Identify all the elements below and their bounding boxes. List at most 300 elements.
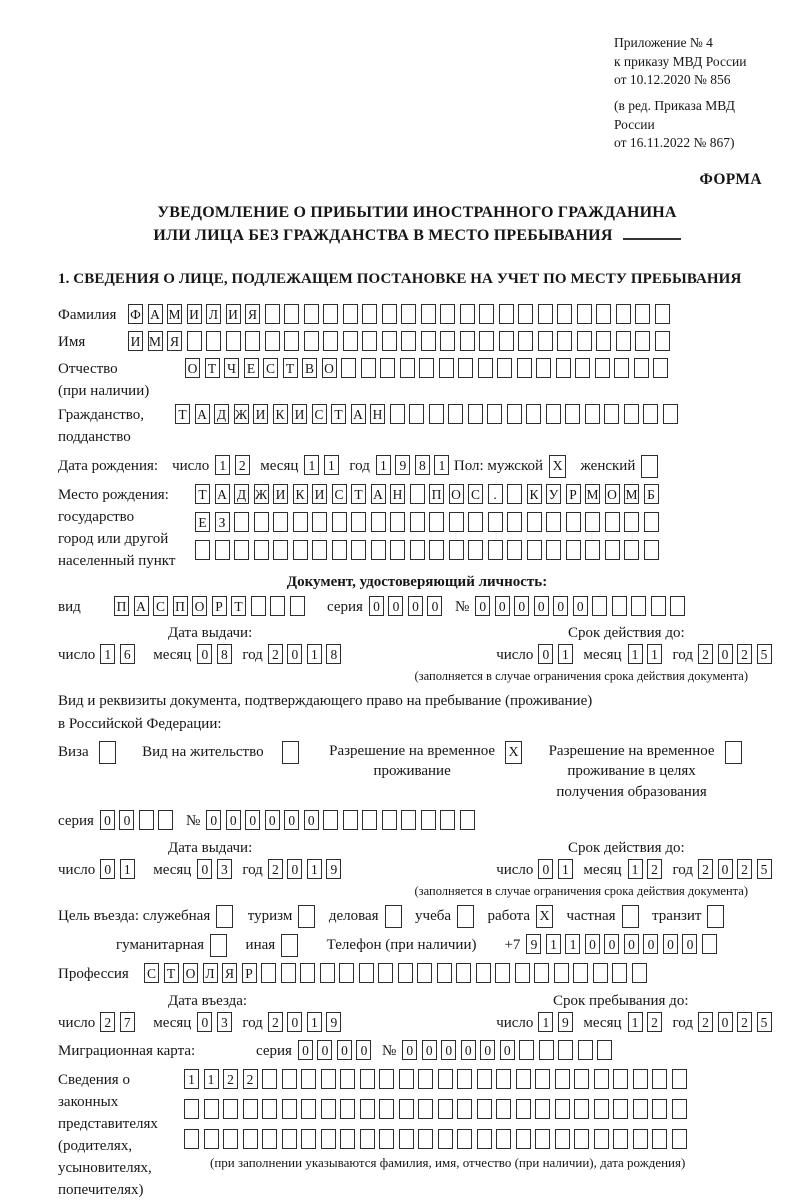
char-box[interactable]: Я	[245, 304, 260, 324]
char-box[interactable]: 5	[757, 859, 772, 879]
char-box[interactable]: 2	[268, 859, 283, 879]
char-box[interactable]	[273, 512, 288, 532]
char-box[interactable]	[460, 331, 475, 351]
char-box[interactable]: 5	[757, 644, 772, 664]
char-box[interactable]: В	[302, 358, 317, 378]
char-box[interactable]	[282, 1099, 297, 1119]
char-box[interactable]	[477, 1069, 492, 1089]
char-box[interactable]: Е	[244, 358, 259, 378]
char-box[interactable]	[341, 358, 356, 378]
char-box[interactable]	[418, 1099, 433, 1119]
char-box[interactable]: 0	[441, 1040, 456, 1060]
char-box[interactable]: Т	[283, 358, 298, 378]
char-box[interactable]: 0	[514, 596, 529, 616]
char-box[interactable]: 1	[434, 455, 449, 475]
checkbox[interactable]: X	[536, 905, 553, 928]
char-box[interactable]	[595, 358, 610, 378]
char-box[interactable]	[304, 331, 319, 351]
char-box[interactable]	[262, 1069, 277, 1089]
char-box[interactable]: И	[292, 404, 307, 424]
char-box[interactable]	[437, 963, 452, 983]
char-box[interactable]: 1	[558, 859, 573, 879]
char-box[interactable]: 0	[317, 1040, 332, 1060]
char-box[interactable]	[284, 304, 299, 324]
char-box[interactable]: М	[624, 484, 639, 504]
char-box[interactable]	[187, 331, 202, 351]
char-box[interactable]	[644, 512, 659, 532]
char-box[interactable]: Р	[212, 596, 227, 616]
char-box[interactable]	[468, 512, 483, 532]
char-box[interactable]: Е	[195, 512, 210, 532]
char-box[interactable]: 0	[402, 1040, 417, 1060]
char-box[interactable]	[594, 1129, 609, 1149]
char-box[interactable]: 0	[573, 596, 588, 616]
char-box[interactable]: Л	[206, 304, 221, 324]
char-box[interactable]	[596, 331, 611, 351]
char-box[interactable]	[265, 331, 280, 351]
char-box[interactable]	[616, 304, 631, 324]
char-box[interactable]: 2	[235, 455, 250, 475]
char-box[interactable]	[421, 810, 436, 830]
char-box[interactable]: 0	[226, 810, 241, 830]
char-box[interactable]	[399, 1069, 414, 1089]
char-box[interactable]: 0	[643, 934, 658, 954]
char-box[interactable]	[340, 1129, 355, 1149]
checkbox[interactable]	[457, 905, 474, 928]
char-box[interactable]	[535, 1099, 550, 1119]
char-box[interactable]	[634, 358, 649, 378]
char-box[interactable]: 0	[265, 810, 280, 830]
char-box[interactable]	[323, 304, 338, 324]
char-box[interactable]	[555, 1069, 570, 1089]
char-box[interactable]	[448, 404, 463, 424]
char-box[interactable]	[418, 1069, 433, 1089]
char-box[interactable]	[613, 1069, 628, 1089]
char-box[interactable]	[340, 1069, 355, 1089]
char-box[interactable]	[518, 331, 533, 351]
char-box[interactable]	[215, 540, 230, 560]
char-box[interactable]	[546, 512, 561, 532]
char-box[interactable]	[566, 540, 581, 560]
char-box[interactable]	[361, 358, 376, 378]
char-box[interactable]: Ф	[128, 304, 143, 324]
char-box[interactable]	[399, 1099, 414, 1119]
char-box[interactable]	[234, 540, 249, 560]
char-box[interactable]	[417, 963, 432, 983]
char-box[interactable]	[585, 512, 600, 532]
char-box[interactable]: Т	[231, 596, 246, 616]
char-box[interactable]: Р	[242, 963, 257, 983]
char-box[interactable]: М	[167, 304, 182, 324]
char-box[interactable]: 2	[647, 859, 662, 879]
char-box[interactable]	[585, 540, 600, 560]
char-box[interactable]	[312, 540, 327, 560]
char-box[interactable]	[535, 1129, 550, 1149]
char-box[interactable]	[321, 1129, 336, 1149]
char-box[interactable]	[457, 1069, 472, 1089]
char-box[interactable]: 0	[427, 596, 442, 616]
char-box[interactable]	[516, 1069, 531, 1089]
char-box[interactable]	[633, 1069, 648, 1089]
char-box[interactable]: 1	[100, 644, 115, 664]
char-box[interactable]	[351, 540, 366, 560]
char-box[interactable]	[479, 304, 494, 324]
char-box[interactable]: А	[351, 404, 366, 424]
char-box[interactable]	[254, 540, 269, 560]
char-box[interactable]: 0	[197, 859, 212, 879]
char-box[interactable]: 0	[534, 596, 549, 616]
char-box[interactable]	[382, 331, 397, 351]
char-box[interactable]	[565, 404, 580, 424]
char-box[interactable]: 0	[585, 934, 600, 954]
char-box[interactable]: 1	[538, 1012, 553, 1032]
char-box[interactable]	[624, 512, 639, 532]
checkbox[interactable]: X	[505, 741, 522, 764]
char-box[interactable]: 0	[475, 596, 490, 616]
char-box[interactable]: 0	[100, 810, 115, 830]
char-box[interactable]	[577, 304, 592, 324]
char-box[interactable]	[653, 358, 668, 378]
char-box[interactable]	[672, 1069, 687, 1089]
char-box[interactable]	[351, 512, 366, 532]
char-box[interactable]	[604, 404, 619, 424]
char-box[interactable]	[360, 1129, 375, 1149]
char-box[interactable]	[321, 1099, 336, 1119]
char-box[interactable]	[507, 512, 522, 532]
checkbox[interactable]	[641, 455, 658, 478]
char-box[interactable]: 7	[120, 1012, 135, 1032]
char-box[interactable]	[265, 304, 280, 324]
char-box[interactable]: А	[148, 304, 163, 324]
char-box[interactable]: 0	[337, 1040, 352, 1060]
char-box[interactable]	[497, 358, 512, 378]
char-box[interactable]	[643, 404, 658, 424]
char-box[interactable]	[672, 1129, 687, 1149]
char-box[interactable]: 2	[698, 1012, 713, 1032]
char-box[interactable]	[301, 1129, 316, 1149]
char-box[interactable]: 0	[369, 596, 384, 616]
char-box[interactable]: Т	[195, 484, 210, 504]
char-box[interactable]	[243, 1099, 258, 1119]
char-box[interactable]	[139, 810, 154, 830]
char-box[interactable]	[184, 1099, 199, 1119]
char-box[interactable]	[379, 1129, 394, 1149]
char-box[interactable]: А	[371, 484, 386, 504]
char-box[interactable]: 0	[388, 596, 403, 616]
char-box[interactable]	[612, 963, 627, 983]
char-box[interactable]: 0	[197, 1012, 212, 1032]
char-box[interactable]: 1	[628, 1012, 643, 1032]
char-box[interactable]: 2	[698, 644, 713, 664]
char-box[interactable]	[573, 963, 588, 983]
char-box[interactable]	[517, 358, 532, 378]
char-box[interactable]: О	[183, 963, 198, 983]
char-box[interactable]: 0	[480, 1040, 495, 1060]
char-box[interactable]	[261, 963, 276, 983]
char-box[interactable]	[557, 331, 572, 351]
char-box[interactable]	[301, 1069, 316, 1089]
char-box[interactable]	[476, 963, 491, 983]
checkbox[interactable]	[622, 905, 639, 928]
char-box[interactable]	[652, 1069, 667, 1089]
char-box[interactable]: 0	[100, 859, 115, 879]
char-box[interactable]	[418, 1129, 433, 1149]
char-box[interactable]	[343, 304, 358, 324]
char-box[interactable]	[652, 1129, 667, 1149]
char-box[interactable]	[456, 963, 471, 983]
char-box[interactable]	[401, 810, 416, 830]
char-box[interactable]: Л	[203, 963, 218, 983]
char-box[interactable]	[527, 512, 542, 532]
char-box[interactable]	[332, 512, 347, 532]
char-box[interactable]	[535, 1069, 550, 1089]
char-box[interactable]	[206, 331, 221, 351]
char-box[interactable]: 1	[215, 455, 230, 475]
char-box[interactable]: Д	[234, 484, 249, 504]
char-box[interactable]	[184, 1129, 199, 1149]
char-box[interactable]: 1	[628, 644, 643, 664]
char-box[interactable]	[655, 304, 670, 324]
char-box[interactable]	[612, 596, 627, 616]
char-box[interactable]	[574, 1129, 589, 1149]
char-box[interactable]	[652, 1099, 667, 1119]
char-box[interactable]	[243, 1129, 258, 1149]
char-box[interactable]	[371, 512, 386, 532]
char-box[interactable]: У	[546, 484, 561, 504]
char-box[interactable]: Т	[164, 963, 179, 983]
char-box[interactable]	[605, 512, 620, 532]
char-box[interactable]: Я	[167, 331, 182, 351]
char-box[interactable]: О	[449, 484, 464, 504]
char-box[interactable]: 0	[408, 596, 423, 616]
char-box[interactable]: 3	[217, 859, 232, 879]
char-box[interactable]: И	[128, 331, 143, 351]
char-box[interactable]	[390, 404, 405, 424]
char-box[interactable]: Н	[390, 484, 405, 504]
char-box[interactable]	[516, 1129, 531, 1149]
char-box[interactable]: 2	[737, 644, 752, 664]
char-box[interactable]: 1	[546, 934, 561, 954]
char-box[interactable]: О	[605, 484, 620, 504]
char-box[interactable]	[323, 810, 338, 830]
char-box[interactable]	[323, 331, 338, 351]
char-box[interactable]	[401, 304, 416, 324]
char-box[interactable]: 0	[500, 1040, 515, 1060]
char-box[interactable]: 1	[304, 455, 319, 475]
char-box[interactable]	[546, 404, 561, 424]
char-box[interactable]: 9	[326, 859, 341, 879]
char-box[interactable]	[262, 1099, 277, 1119]
char-box[interactable]: 1	[376, 455, 391, 475]
char-box[interactable]	[593, 963, 608, 983]
char-box[interactable]	[421, 331, 436, 351]
char-box[interactable]	[234, 512, 249, 532]
checkbox[interactable]	[282, 741, 299, 764]
char-box[interactable]	[360, 1099, 375, 1119]
char-box[interactable]: Ж	[254, 484, 269, 504]
char-box[interactable]: 0	[495, 596, 510, 616]
char-box[interactable]	[362, 304, 377, 324]
char-box[interactable]	[449, 540, 464, 560]
char-box[interactable]: Я	[222, 963, 237, 983]
char-box[interactable]	[633, 1129, 648, 1149]
char-box[interactable]: Р	[566, 484, 581, 504]
char-box[interactable]	[410, 540, 425, 560]
char-box[interactable]: 0	[422, 1040, 437, 1060]
char-box[interactable]	[644, 540, 659, 560]
char-box[interactable]: 9	[526, 934, 541, 954]
char-box[interactable]	[254, 512, 269, 532]
char-box[interactable]: А	[215, 484, 230, 504]
char-box[interactable]: 0	[287, 859, 302, 879]
char-box[interactable]: И	[187, 304, 202, 324]
char-box[interactable]	[624, 404, 639, 424]
char-box[interactable]: С	[153, 596, 168, 616]
char-box[interactable]: К	[273, 404, 288, 424]
char-box[interactable]	[339, 963, 354, 983]
char-box[interactable]	[702, 934, 717, 954]
char-box[interactable]: 6	[120, 644, 135, 664]
char-box[interactable]: 2	[698, 859, 713, 879]
char-box[interactable]	[578, 1040, 593, 1060]
char-box[interactable]	[460, 304, 475, 324]
char-box[interactable]: 0	[553, 596, 568, 616]
char-box[interactable]	[158, 810, 173, 830]
char-box[interactable]: Т	[205, 358, 220, 378]
char-box[interactable]: .	[488, 484, 503, 504]
char-box[interactable]	[526, 404, 541, 424]
char-box[interactable]	[635, 304, 650, 324]
char-box[interactable]	[320, 963, 335, 983]
char-box[interactable]: Т	[331, 404, 346, 424]
char-box[interactable]: М	[585, 484, 600, 504]
char-box[interactable]	[594, 1069, 609, 1089]
char-box[interactable]: 9	[326, 1012, 341, 1032]
char-box[interactable]	[382, 304, 397, 324]
char-box[interactable]	[293, 512, 308, 532]
char-box[interactable]	[495, 963, 510, 983]
char-box[interactable]	[479, 331, 494, 351]
char-box[interactable]	[438, 1129, 453, 1149]
char-box[interactable]	[371, 540, 386, 560]
char-box[interactable]: Н	[370, 404, 385, 424]
char-box[interactable]: П	[173, 596, 188, 616]
char-box[interactable]: 8	[217, 644, 232, 664]
char-box[interactable]	[410, 484, 425, 504]
char-box[interactable]	[672, 1099, 687, 1119]
char-box[interactable]	[468, 540, 483, 560]
char-box[interactable]	[300, 963, 315, 983]
char-box[interactable]: Т	[175, 404, 190, 424]
char-box[interactable]	[516, 1099, 531, 1119]
char-box[interactable]	[439, 358, 454, 378]
char-box[interactable]	[223, 1099, 238, 1119]
char-box[interactable]	[359, 963, 374, 983]
char-box[interactable]	[624, 540, 639, 560]
checkbox[interactable]	[210, 934, 227, 957]
char-box[interactable]: Ж	[234, 404, 249, 424]
checkbox[interactable]	[298, 905, 315, 928]
char-box[interactable]: К	[527, 484, 542, 504]
char-box[interactable]	[633, 1099, 648, 1119]
char-box[interactable]: 2	[647, 1012, 662, 1032]
char-box[interactable]: О	[322, 358, 337, 378]
char-box[interactable]	[429, 540, 444, 560]
char-box[interactable]: А	[134, 596, 149, 616]
char-box[interactable]	[419, 358, 434, 378]
char-box[interactable]: 1	[307, 644, 322, 664]
char-box[interactable]	[204, 1129, 219, 1149]
char-box[interactable]: 2	[268, 644, 283, 664]
char-box[interactable]	[438, 1069, 453, 1089]
char-box[interactable]	[390, 540, 405, 560]
char-box[interactable]	[594, 1099, 609, 1119]
char-box[interactable]: 1	[307, 1012, 322, 1032]
char-box[interactable]	[631, 596, 646, 616]
char-box[interactable]	[398, 963, 413, 983]
char-box[interactable]	[555, 1099, 570, 1119]
char-box[interactable]	[400, 358, 415, 378]
checkbox[interactable]	[707, 905, 724, 928]
char-box[interactable]	[195, 540, 210, 560]
char-box[interactable]	[362, 331, 377, 351]
char-box[interactable]: 0	[245, 810, 260, 830]
checkbox[interactable]: X	[549, 455, 566, 478]
checkbox[interactable]	[385, 905, 402, 928]
char-box[interactable]: Б	[644, 484, 659, 504]
char-box[interactable]	[515, 963, 530, 983]
char-box[interactable]	[270, 596, 285, 616]
char-box[interactable]	[379, 1069, 394, 1089]
char-box[interactable]: 2	[737, 859, 752, 879]
char-box[interactable]	[507, 484, 522, 504]
char-box[interactable]	[282, 1129, 297, 1149]
char-box[interactable]	[539, 1040, 554, 1060]
char-box[interactable]: О	[185, 358, 200, 378]
char-box[interactable]: 0	[604, 934, 619, 954]
char-box[interactable]: 2	[737, 1012, 752, 1032]
char-box[interactable]	[378, 963, 393, 983]
char-box[interactable]	[566, 512, 581, 532]
char-box[interactable]	[321, 1069, 336, 1089]
char-box[interactable]	[499, 331, 514, 351]
char-box[interactable]: Ч	[224, 358, 239, 378]
char-box[interactable]	[429, 512, 444, 532]
char-box[interactable]	[613, 1099, 628, 1119]
char-box[interactable]	[226, 331, 241, 351]
checkbox[interactable]	[216, 905, 233, 928]
checkbox[interactable]	[725, 741, 742, 764]
char-box[interactable]	[585, 404, 600, 424]
char-box[interactable]	[488, 512, 503, 532]
char-box[interactable]	[538, 304, 553, 324]
char-box[interactable]: 0	[682, 934, 697, 954]
char-box[interactable]	[554, 963, 569, 983]
char-box[interactable]	[284, 331, 299, 351]
char-box[interactable]	[282, 1069, 297, 1089]
char-box[interactable]	[360, 1069, 375, 1089]
char-box[interactable]: 0	[206, 810, 221, 830]
checkbox[interactable]	[281, 934, 298, 957]
char-box[interactable]: 0	[197, 644, 212, 664]
char-box[interactable]: П	[114, 596, 129, 616]
char-box[interactable]	[204, 1099, 219, 1119]
char-box[interactable]	[460, 810, 475, 830]
char-box[interactable]	[488, 540, 503, 560]
char-box[interactable]: 0	[663, 934, 678, 954]
char-box[interactable]	[478, 358, 493, 378]
char-box[interactable]	[251, 596, 266, 616]
